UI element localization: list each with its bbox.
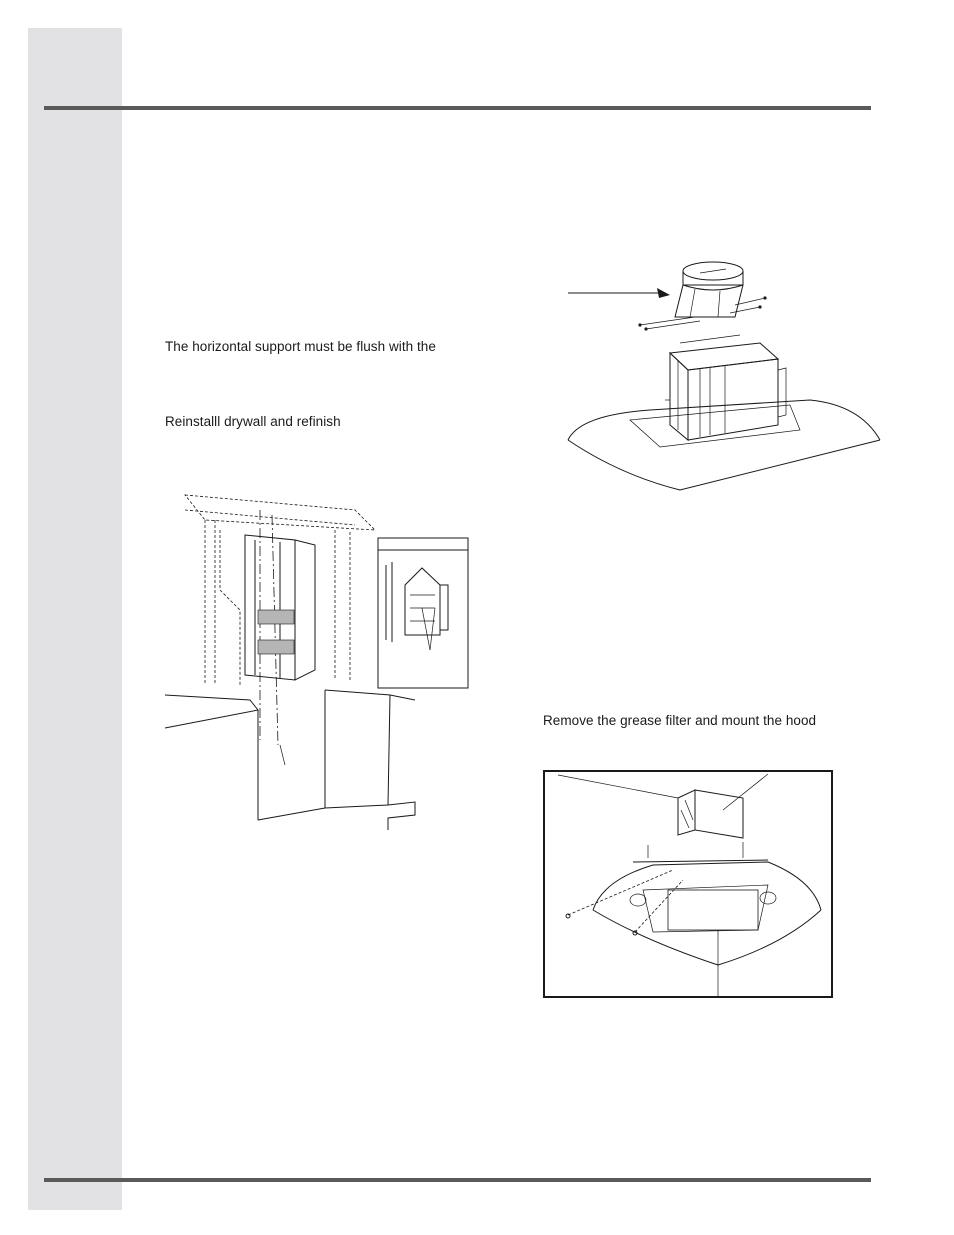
side-margin-band [28,28,122,1210]
grease-filter-note: Remove the grease filter and mount the hood [543,713,817,728]
damper-transition-illustration [560,255,890,505]
hood-mount-illustration [543,770,833,999]
header-rule [44,106,871,110]
wall-framing-illustration [160,490,480,850]
drywall-note: Reinstalll drywall and refinish [165,414,341,429]
footer-rule [44,1178,871,1182]
support-note: The horizontal support must be flush with the [165,339,436,354]
